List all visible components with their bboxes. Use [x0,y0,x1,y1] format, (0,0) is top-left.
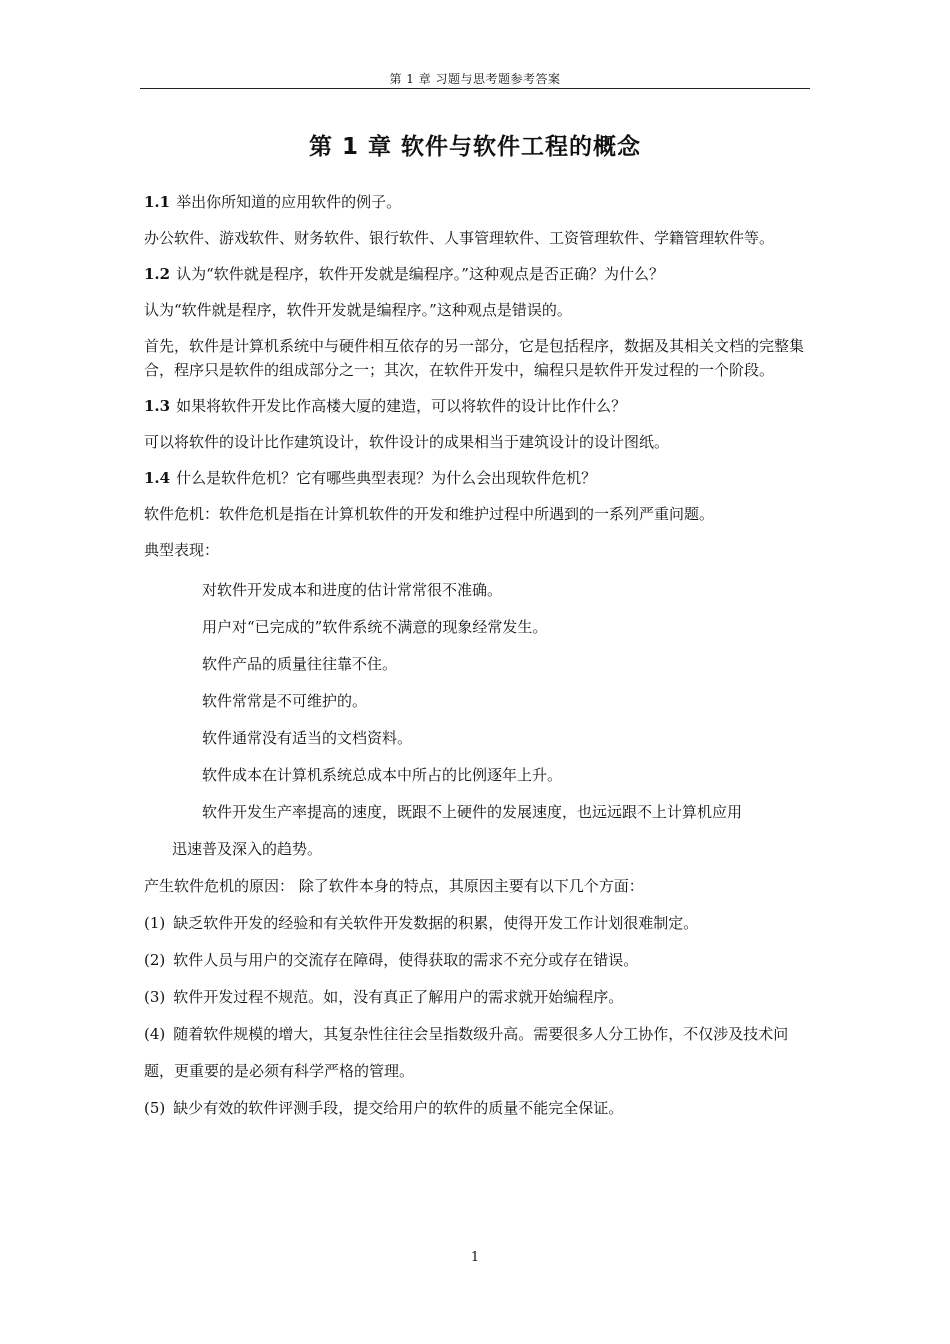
header-rule [140,88,810,89]
cause-text: 缺少有效的软件评测手段，提交给用户的软件的质量不能完全保证。 [173,1099,624,1117]
page-number: 1 [470,1250,480,1265]
cause-item [144,942,808,979]
cause-intro: 产生软件危机的原因： 除了软件本身的特点，其原因主要有以下几个方面： [144,877,644,895]
answer-1-2-para-2: 首先，软件是计算机系统中与硬件相互依存的另一部分，它是包括程序，数据及其相关文档的完整集合，程序只是软件的组成部分之一；其次，在软件开发中，编程只是软件开发过程的一个阶段。 [144,337,805,379]
cause-number: (5) [144,1099,166,1117]
answer-1-1: 办公软件、游戏软件、财务软件、银行软件、人事管理软件、工资管理软件、学籍管理软件等。 [144,229,775,247]
question-1-3 [144,394,808,418]
cause-text: 随着软件规模的增大，其复杂性往往会呈指数级升高。需要很多人分工协作，不仅涉及技术问题，更重要的是必须有科学严格的管理。 [144,1025,789,1080]
typical-item: 软件产品的质量往往靠不住。 [202,655,398,673]
typical-item: 软件常常是不可维护的。 [202,692,368,710]
cause-number: (1) [144,914,166,932]
typical-item-line: 迅速普及深入的趋势。 [172,840,323,858]
question-text: 如果将软件开发比作高楼大厦的建造，可以将软件的设计比作什么？ [176,397,627,415]
question-number: 1.3 [144,397,171,415]
question-text: 什么是软件危机？它有哪些典型表现？为什么会出现软件危机？ [176,469,597,487]
typical-item: 软件成本在计算机系统总成本中所占的比例逐年上升。 [202,766,563,784]
cause-text: 软件人员与用户的交流存在障碍，使得获取的需求不充分或存在错误。 [173,951,639,969]
cause-number: (4) [144,1025,166,1043]
typical-label: 典型表现： [144,541,220,559]
cause-number: (2) [144,951,166,969]
chapter-title: 第 1 章 软件与软件工程的概念 [308,134,642,160]
question-1-1 [144,190,808,214]
question-number: 1.2 [144,265,171,283]
typical-item: 用户对“已完成的”软件系统不满意的现象经常发生。 [202,618,548,636]
running-header: 第 1 章 习题与思考题参考答案 [389,72,561,86]
question-text: 认为“软件就是程序，软件开发就是编程序。”这种观点是否正确？为什么？ [176,265,664,283]
typical-item: 软件通常没有适当的文档资料。 [202,729,413,747]
page-content [144,190,808,1127]
question-number: 1.4 [144,469,171,487]
typical-item: 对软件开发成本和进度的估计常常很不准确。 [202,581,503,599]
cause-item [144,979,808,1016]
answer-1-3: 可以将软件的设计比作建筑设计，软件设计的成果相当于建筑设计的设计图纸。 [144,433,670,451]
typical-item [144,794,808,868]
crisis-definition: 软件危机：软件危机是指在计算机软件的开发和维护过程中所遇到的一系列严重问题。 [144,505,715,523]
question-number: 1.1 [144,193,171,211]
cause-number: (3) [144,988,166,1006]
cause-item [144,1016,808,1090]
question-text: 举出你所知道的应用软件的例子。 [176,193,402,211]
question-1-2 [144,262,808,286]
cause-text: 缺乏软件开发的经验和有关软件开发数据的积累，使得开发工作计划很难制定。 [173,914,699,932]
question-1-4 [144,466,808,490]
answer-1-2-para-1: 认为“软件就是程序，软件开发就是编程序。”这种观点是错误的。 [144,301,572,319]
cause-item [144,905,808,942]
typical-item-line: 软件开发生产率提高的速度，既跟不上硬件的发展速度，也远远跟不上计算机应用 [202,803,743,821]
cause-text: 软件开发过程不规范。如，没有真正了解用户的需求就开始编程序。 [173,988,624,1006]
cause-item [144,1090,808,1127]
